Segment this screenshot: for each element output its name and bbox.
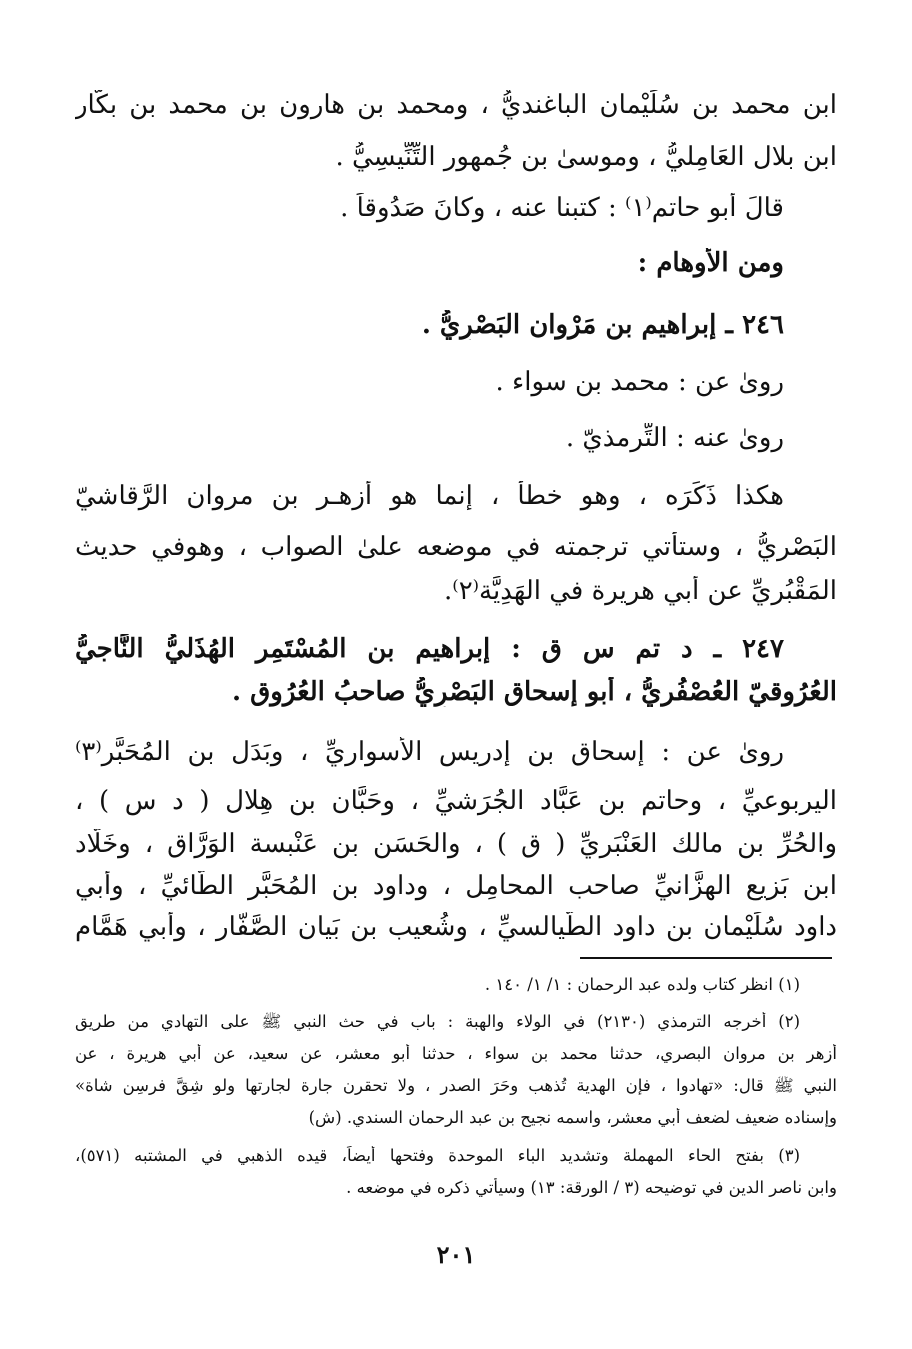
text-line: ابن بَزِيع الهِزَّانيِّ صاحب المحامِل ، وداود بن المُحَبَّرِ الطَّائيِّ ، وأبي	[75, 871, 837, 901]
entry-heading: ٢٤٧ ـ د تم س ق : إبراهيم بن المُسْتَمِر الهُذَليُّ النَّاجيُّ	[75, 634, 784, 664]
footnote-line: أزهر بن مروان البصري، حدثنا محمد بن سواء ، حدثنا أبو معشر، عن سعيد، عن أبي هريرة ، عن	[75, 1044, 837, 1063]
entry-heading: العُرُوقيّ العُصْفُريُّ ، أبو إسحاق البَصْرِيُّ صاحبُ العُرُوق .	[231, 677, 837, 707]
entry-heading: ٢٤٦ ـ إبراهيم بن مَرْوان البَصْرِيُّ .	[421, 310, 784, 340]
text-line: والحُرِّ بن مالك العَنْبَرِيِّ ( ق ) ، والحَسَن بن عَنْبسة الوَرَّاقِ ، وخَلَّاد	[75, 829, 837, 859]
footnote-line: (٢) أخرجه الترمذي (٢١٣٠) في الولاء والهبة : باب في حث النبي ﷺ على التهادي من طريق	[75, 1012, 800, 1031]
text-line: روىٰ عنه : التِّرمذيّ .	[565, 423, 784, 453]
page-number: ٢٠١	[436, 1240, 476, 1269]
text-line: داود سُلَيْمان بن داود الطَّيالسيِّ ، وشُعيب بن بَيان الصَّفَّار ، وأبي هَمَّام	[75, 912, 837, 942]
text-line: البَصْريُّ ، وستأتي ترجمته في موضعه علىٰ الصواب ، وهوفي حديث	[75, 532, 837, 562]
footnote-line: (١) انظر كتاب ولده عبد الرحمان : ١/ ١/ ١٤٠ .	[484, 975, 800, 994]
text-line: روىٰ عن : إسحاق بن إدريس الأُسواريِّ ، وبَدَل بن المُحَبَّر⁽٣⁾	[75, 737, 784, 767]
text-line: هكذا ذَكَرَه ، وهو خطأ ، إنما هو أزهـر بن مروان الرَّقاشيّ	[75, 481, 784, 511]
footnote-divider	[580, 957, 832, 959]
footnote-line: النبي ﷺ قال: «تهادوا ، فإن الهدية تُذهب وحَرَ الصدر ، ولا تحقرن جارة لجارتها ولو شِقَّ فرسِن شاة»	[75, 1076, 837, 1095]
text-line: روىٰ عن : محمد بن سواء .	[495, 367, 784, 397]
text-line: المَقْبُريِّ عن أبي هريرة في الهَدِيَّة⁽٢⁾.	[444, 576, 837, 606]
footnote-line: وابن ناصر الدين في توضيحه (٣ / الورقة: ١٣) وسيأتي ذكره في موضعه .	[346, 1178, 837, 1197]
footnote-line: وإسناده ضعيف لضعف أبي معشر، واسمه نجيح بن عبد الرحمان السندي. (ش)	[308, 1108, 837, 1127]
footnote-line: (٣) بفتح الحاء المهملة وتشديد الباء الموحدة وفتحها أيضاً، قيده الذهبي في المشتبه (٥٧١)،	[75, 1146, 800, 1165]
text-line: اليربوعيِّ ، وحاتم بن عَبَّاد الجُرَشيِّ ، وحَبَّان بن هِلال ( د س ) ،	[75, 786, 837, 816]
text-line: ابن محمد بن سُلَيْمان الباغنديُّ ، ومحمد بنِ هارون بن محمد بن بكّار	[75, 90, 837, 120]
text-line: قالَ أبو حاتم⁽١⁾ : كتبنا عنه ، وكانَ صَدُوقاً .	[340, 193, 784, 223]
section-heading: ومن الأوهام :	[637, 248, 784, 278]
text-line: ابن بلال العَامِليُّ ، وموسىٰ بن جُمهور التِّنِّيسِيُّ .	[335, 142, 837, 172]
